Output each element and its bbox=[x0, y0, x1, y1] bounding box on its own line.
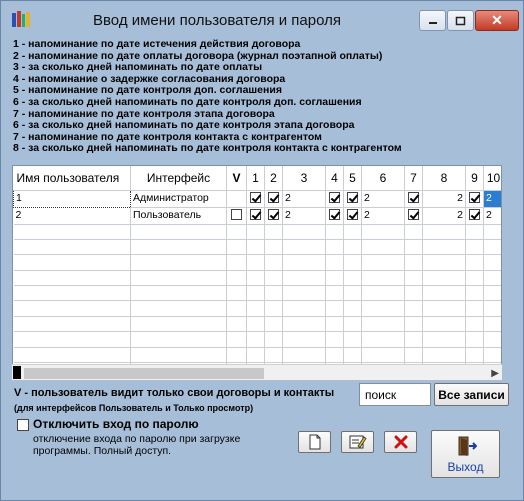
cell-9[interactable] bbox=[466, 190, 484, 207]
col-header-10[interactable]: 10 bbox=[484, 166, 503, 190]
disable-password-label[interactable]: Отключить вход по паролю bbox=[33, 417, 199, 431]
v-note: V - пользователь видит только свои договоры и контакты bbox=[14, 387, 335, 399]
v-note-sub: (для интерфейсов Пользователь и Только просмотр) bbox=[14, 403, 254, 413]
empty-row bbox=[14, 224, 503, 239]
checkbox[interactable] bbox=[268, 192, 279, 203]
legend-line: 1 - напоминание по дате истечения действия договора bbox=[13, 38, 301, 50]
table-row[interactable] bbox=[14, 207, 503, 224]
col-header-v[interactable]: V bbox=[227, 166, 247, 190]
cell-2[interactable] bbox=[265, 190, 283, 207]
legend-line: 7 - напоминание по дате контроля этапа договора bbox=[13, 107, 275, 120]
cell-interface[interactable]: Администратор bbox=[131, 190, 227, 207]
scroll-thumb[interactable] bbox=[24, 368, 264, 379]
checkbox[interactable] bbox=[408, 209, 419, 220]
legend-line: 8 - за сколько дней напоминать по дате контроля контакта с контрагентом bbox=[13, 142, 402, 155]
cell-3[interactable]: 2 bbox=[283, 207, 326, 224]
table-row[interactable] bbox=[14, 190, 503, 207]
scroll-left-icon[interactable] bbox=[13, 366, 21, 379]
disable-password-checkbox[interactable] bbox=[17, 419, 29, 431]
exit-label: Выход bbox=[447, 460, 484, 474]
exit-button[interactable] bbox=[431, 430, 500, 478]
checkbox[interactable] bbox=[268, 209, 279, 220]
maximize-icon bbox=[455, 16, 466, 26]
legend-line: 5 - напоминание по дате контроля доп. соглашения bbox=[13, 84, 282, 97]
cell-username[interactable]: 2 bbox=[14, 207, 131, 224]
checkbox[interactable] bbox=[469, 209, 480, 220]
cell-8[interactable]: 2 bbox=[423, 190, 466, 207]
cell-1[interactable] bbox=[247, 207, 265, 224]
new-record-button[interactable] bbox=[298, 431, 331, 453]
cell-8[interactable]: 2 bbox=[423, 207, 466, 224]
empty-row bbox=[14, 301, 503, 316]
delete-record-button[interactable] bbox=[384, 431, 417, 453]
users-grid[interactable] bbox=[12, 165, 502, 380]
search-input[interactable]: поиск bbox=[359, 383, 431, 406]
empty-row bbox=[14, 332, 503, 347]
maximize-button[interactable] bbox=[447, 10, 474, 31]
delete-x-icon bbox=[394, 435, 408, 449]
col-header-7[interactable]: 7 bbox=[405, 166, 423, 190]
cell-3[interactable]: 2 bbox=[283, 190, 326, 207]
scroll-right-icon[interactable]: ▶ bbox=[491, 368, 499, 379]
cell-6[interactable]: 2 bbox=[362, 190, 405, 207]
empty-row bbox=[14, 286, 503, 301]
empty-row bbox=[14, 347, 503, 362]
checkbox[interactable] bbox=[408, 192, 419, 203]
window-title: Ввод имени пользователя и пароля bbox=[93, 12, 341, 29]
cell-1[interactable] bbox=[247, 190, 265, 207]
cell-10[interactable]: 2 bbox=[484, 207, 503, 224]
close-icon: ✕ bbox=[491, 12, 503, 28]
disable-password-description: отключение входа по паролю при загрузке программы. Полный доступ. bbox=[33, 433, 241, 457]
checkbox[interactable] bbox=[231, 209, 242, 220]
col-header-3[interactable]: 3 bbox=[283, 166, 326, 190]
cell-5[interactable] bbox=[344, 207, 362, 224]
cell-username[interactable]: 1 bbox=[14, 190, 131, 207]
legend-line: 6 - за сколько дней напоминать по дате контроля этапа договора bbox=[13, 119, 355, 132]
minimize-icon bbox=[428, 17, 438, 25]
exit-door-icon bbox=[457, 435, 477, 457]
cell-4[interactable] bbox=[326, 207, 344, 224]
books-icon bbox=[11, 10, 31, 28]
cell-4[interactable] bbox=[326, 190, 344, 207]
cell-7[interactable] bbox=[405, 190, 423, 207]
cell-2[interactable] bbox=[265, 207, 283, 224]
col-header-8[interactable]: 8 bbox=[423, 166, 466, 190]
new-document-icon bbox=[308, 434, 322, 450]
col-header-4[interactable]: 4 bbox=[326, 166, 344, 190]
edit-icon bbox=[349, 434, 367, 450]
legend-line: 2 - напоминание по дате оплаты договора (журнал поэтапной оплаты) bbox=[13, 49, 383, 62]
col-header-6[interactable]: 6 bbox=[362, 166, 405, 190]
col-header-2[interactable]: 2 bbox=[265, 166, 283, 190]
empty-row bbox=[14, 239, 503, 254]
col-header-interface[interactable]: Интерфейс bbox=[131, 166, 227, 190]
cell-5[interactable] bbox=[344, 190, 362, 207]
empty-row bbox=[14, 270, 503, 285]
users-table bbox=[13, 166, 502, 378]
close-button[interactable] bbox=[475, 10, 519, 31]
legend-list bbox=[13, 39, 513, 155]
dialog-body bbox=[9, 37, 515, 494]
cell-v[interactable] bbox=[227, 207, 247, 224]
checkbox[interactable] bbox=[250, 192, 261, 203]
title-bar[interactable] bbox=[1, 1, 523, 37]
checkbox[interactable] bbox=[329, 209, 340, 220]
cell-interface[interactable]: Пользователь bbox=[131, 207, 227, 224]
legend-line: 6 - за сколько дней напоминать по дате контроля доп. соглашения bbox=[13, 95, 362, 108]
checkbox[interactable] bbox=[347, 209, 358, 220]
all-records-button[interactable]: Все записи bbox=[434, 383, 509, 406]
checkbox[interactable] bbox=[329, 192, 340, 203]
horizontal-scrollbar[interactable] bbox=[12, 364, 502, 380]
cell-v[interactable] bbox=[227, 190, 247, 207]
checkbox[interactable] bbox=[250, 209, 261, 220]
minimize-button[interactable] bbox=[419, 10, 446, 31]
col-header-1[interactable]: 1 bbox=[247, 166, 265, 190]
edit-record-button[interactable] bbox=[341, 431, 374, 453]
checkbox[interactable] bbox=[469, 192, 480, 203]
cell-7[interactable] bbox=[405, 207, 423, 224]
checkbox[interactable] bbox=[347, 192, 358, 203]
legend-line: 7 - напоминание по дате контроля контакта с контрагентом bbox=[13, 130, 322, 143]
col-header-username[interactable]: Имя пользователя bbox=[14, 166, 131, 190]
col-header-5[interactable]: 5 bbox=[344, 166, 362, 190]
cell-6[interactable]: 2 bbox=[362, 207, 405, 224]
cell-10-selected[interactable]: 2 bbox=[484, 190, 503, 207]
legend-line: 3 - за сколько дней напоминать по дате оплаты bbox=[13, 61, 263, 74]
empty-row bbox=[14, 316, 503, 331]
empty-row bbox=[14, 255, 503, 270]
col-header-9[interactable]: 9 bbox=[466, 166, 484, 190]
cell-9[interactable] bbox=[466, 207, 484, 224]
header-row bbox=[14, 166, 503, 190]
legend-line: 4 - напоминание о задержке согласования договора bbox=[13, 72, 286, 85]
